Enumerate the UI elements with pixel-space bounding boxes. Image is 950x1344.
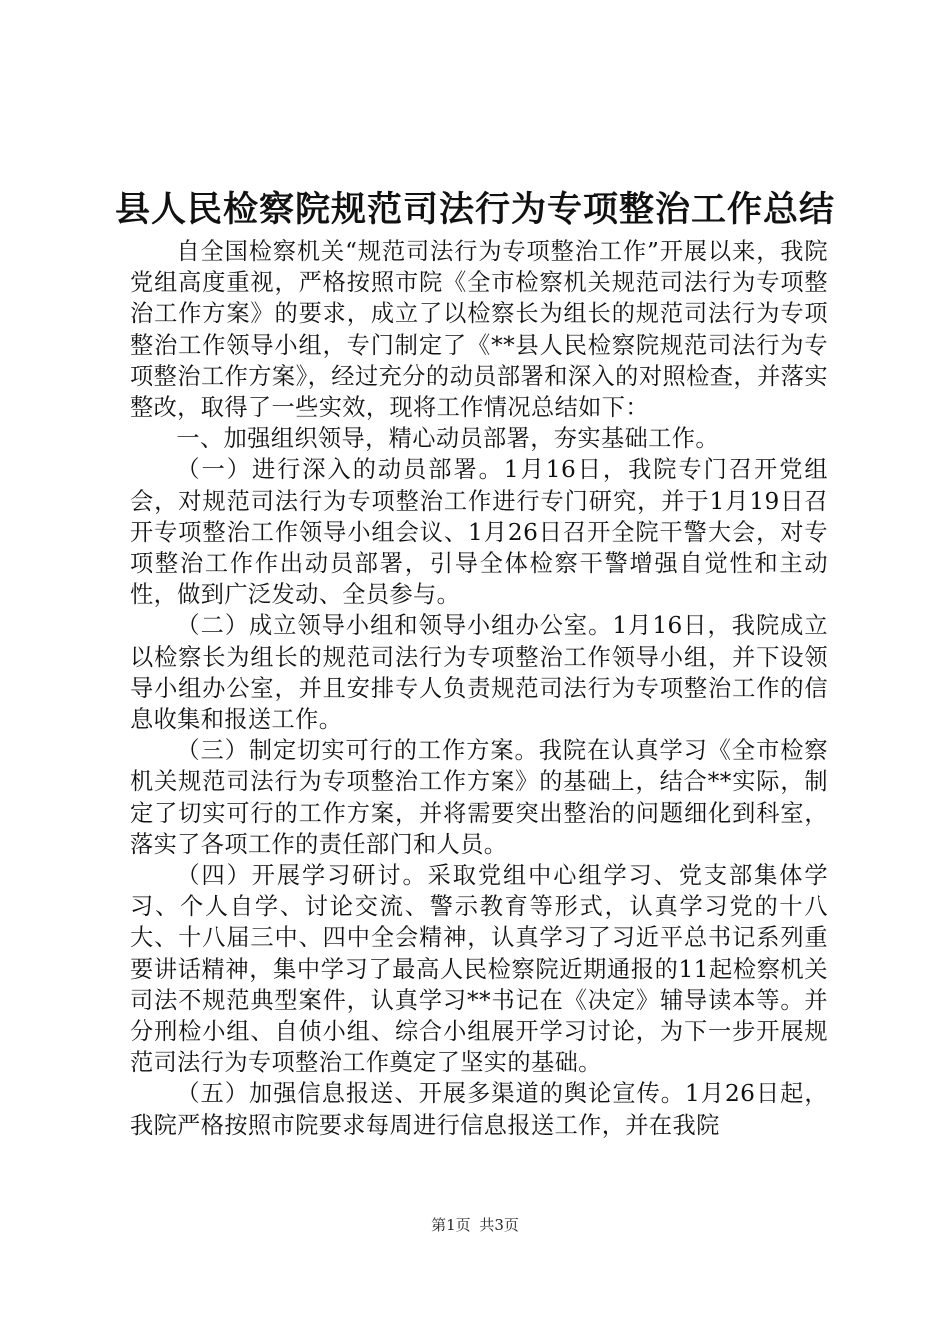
paragraph-item-3: （三）制定切实可行的工作方案。我院在认真学习《全市检察机关规范司法行为专项整治工作方案》的基础上，结合**实际，制定了切实可行的工作方案，并将需要突出整治的问题细化到科室，落实了各项工作的责任部门和人员。 bbox=[130, 737, 828, 858]
section-heading-1: 一、加强组织领导，精心动员部署，夯实基础工作。 bbox=[176, 425, 719, 453]
page-footer bbox=[0, 1214, 950, 1236]
paragraph-item-5: （五）加强信息报送、开展多渠道的舆论宣传。1月26日起，我院严格按照市院要求每周进行信息报送工作，并在我院 bbox=[130, 1080, 828, 1139]
paragraph-intro: 自全国检察机关“规范司法行为专项整治工作”开展以来，我院党组高度重视，严格按照市院《全市检察机关规范司法行为专项整治工作方案》的要求，成立了以检察长为组长的规范司法行为专项整治工作领导小组，专门制定了《**县人民检察院规范司法行为专项整治工作方案》，经过充分的动员部署和深入的对照检查，并落实整改，取得了一些实效，现将工作情况总结如下： bbox=[130, 238, 828, 422]
page-total: 共3页 bbox=[479, 1216, 519, 1234]
paragraph-item-2: （二）成立领导小组和领导小组办公室。1月16日，我院成立以检察长为组长的规范司法行为专项整治工作领导小组，并下设领导小组办公室，并且安排专人负责规范司法行为专项整治工作的信息收集和报送工作。 bbox=[130, 612, 828, 734]
page-number: 第1页 bbox=[431, 1216, 471, 1234]
paragraph-item-4: （四）开展学习研讨。采取党组中心组学习、党支部集体学习、个人自学、讨论交流、警示教育等形式，认真学习党的十八大、十八届三中、四中全会精神，认真学习了习近平总书记系列重要讲话精神，集中学习了最高人民检察院近期通报的11起检察机关司法不规范典型案件，认真学习**书记在《决定》辅导读本等。并分刑检小组、自侦小组、综合小组展开学习讨论，为下一步开展规范司法行为专项整治工作奠定了坚实的基础。 bbox=[130, 862, 828, 1077]
document-body bbox=[130, 236, 828, 1141]
paragraph-item-1: （一）进行深入的动员部署。1月16日，我院专门召开党组会，对规范司法行为专项整治工作进行专门研究，并于1月19日召开专项整治工作领导小组会议、1月26日召开全院干警大会，对专项整治工作作出动员部署，引导全体检察干警增强自觉性和主动性，做到广泛发动、全员参与。 bbox=[130, 456, 828, 609]
document-title: 县人民检察院规范司法行为专项整治工作总结 bbox=[114, 189, 835, 230]
